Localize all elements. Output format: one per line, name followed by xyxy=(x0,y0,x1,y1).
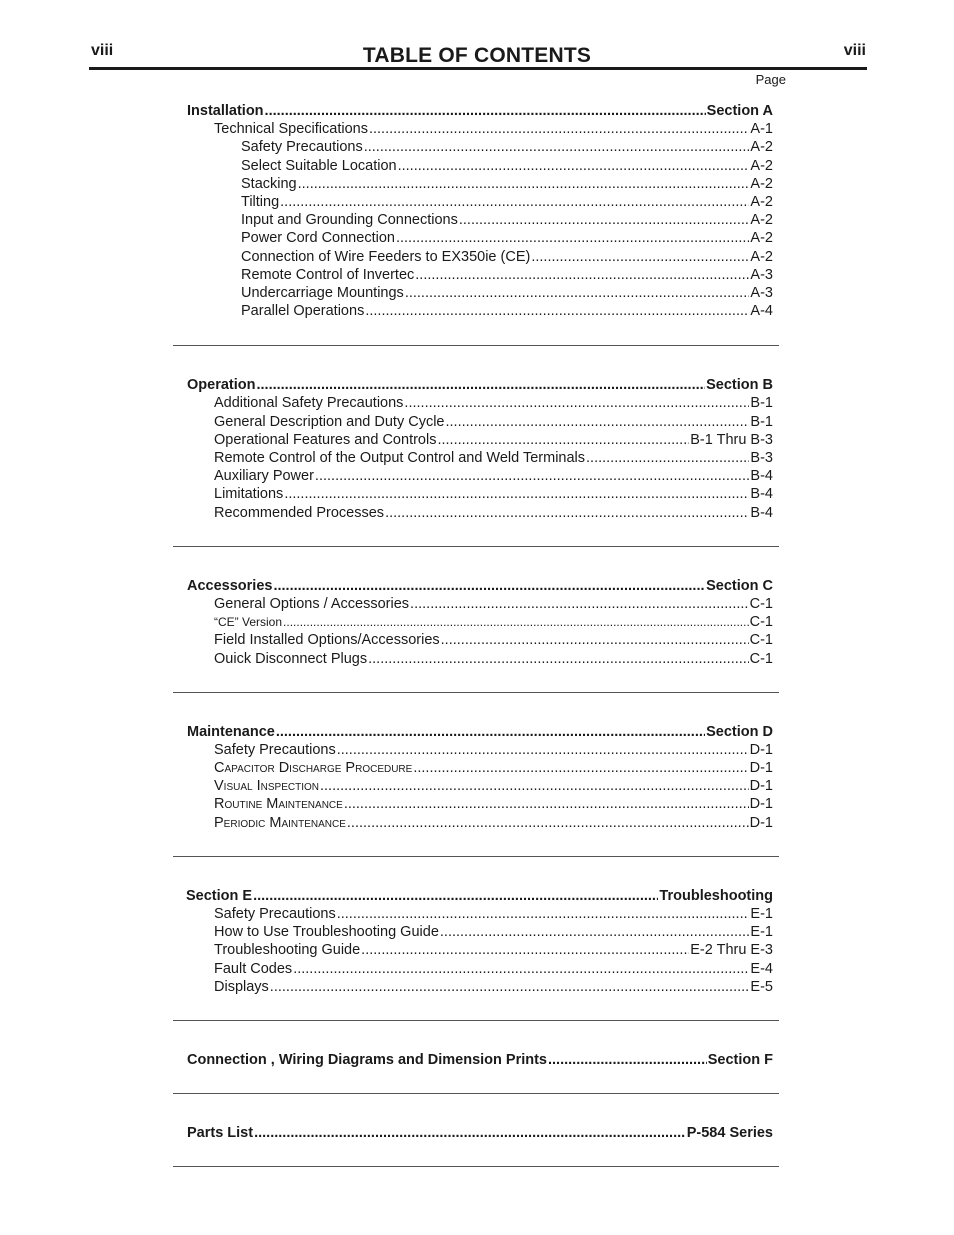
toc-entry-label: Input and Grounding Connections xyxy=(241,212,458,229)
dot-leader xyxy=(531,248,749,266)
toc-entry-label: Additional Safety Precautions xyxy=(214,395,404,412)
toc-entry[interactable] xyxy=(0,229,954,247)
toc-section-parts-list xyxy=(0,1124,954,1167)
dot-leader xyxy=(283,613,749,631)
toc-entry[interactable] xyxy=(0,394,954,412)
toc-entry[interactable] xyxy=(0,814,954,832)
toc-entry[interactable] xyxy=(0,741,954,759)
toc-entry[interactable] xyxy=(0,631,954,649)
toc-entry-page: P-584 Series xyxy=(686,1125,773,1142)
toc-entry-page: A-2 xyxy=(750,139,773,156)
toc-entry-label: Auxiliary Power xyxy=(214,468,314,485)
dot-leader xyxy=(280,193,749,211)
toc-entry[interactable] xyxy=(0,431,954,449)
header-rule xyxy=(89,67,867,70)
toc-entry-label: Stacking xyxy=(241,175,297,192)
toc-entry[interactable] xyxy=(0,941,954,959)
toc-entry[interactable] xyxy=(0,960,954,978)
toc-entry-page: A-2 xyxy=(750,175,773,192)
toc-entry-page: Section F xyxy=(707,1051,773,1068)
toc-entry-page: A-3 xyxy=(750,266,773,283)
toc-entry[interactable] xyxy=(0,157,954,175)
toc-entry-page: A-2 xyxy=(750,248,773,265)
page-title: TABLE OF CONTENTS xyxy=(362,44,592,67)
toc-entry-page: D-1 xyxy=(749,796,773,813)
toc-entry[interactable] xyxy=(0,138,954,156)
dot-leader xyxy=(253,887,658,905)
toc-entry-label: Section E xyxy=(186,887,253,904)
toc-entry-page: Section A xyxy=(706,103,773,119)
section-divider xyxy=(173,1020,779,1021)
toc-entry-page: A-2 xyxy=(750,230,773,247)
toc-entry-label: Safety Precautions xyxy=(214,906,336,922)
toc-entry-label: Connection of Wire Feeders to EX350ie (CE) xyxy=(241,248,531,265)
toc-entry-label: Accessories xyxy=(187,577,273,594)
dot-leader xyxy=(437,431,689,449)
toc-entry[interactable] xyxy=(0,777,954,795)
toc-entry[interactable] xyxy=(0,266,954,284)
dot-leader xyxy=(586,449,749,467)
toc-entry-label: Visual Inspection xyxy=(214,778,319,795)
toc-section-connection-wiring-diagrams-and-dimension-prints xyxy=(0,1051,954,1094)
toc-entry-page: E-1 xyxy=(750,924,773,941)
toc-entry-label: Remote Control of Invertec xyxy=(241,266,415,283)
page-column-label: Page xyxy=(755,72,786,87)
dot-leader xyxy=(254,1124,686,1142)
page-number-right: viii xyxy=(843,42,866,59)
dot-leader xyxy=(347,814,749,832)
toc-entry-label: Safety Precautions xyxy=(241,139,363,156)
toc-entry[interactable] xyxy=(0,302,954,320)
dot-leader xyxy=(337,741,749,759)
toc-entry-page: A-4 xyxy=(750,303,773,320)
toc-section-heading[interactable] xyxy=(0,1124,954,1142)
toc-entry-label: Troubleshooting Guide xyxy=(214,942,361,959)
toc-entry-page: E-2 Thru E-3 xyxy=(690,942,773,959)
section-divider xyxy=(173,1166,779,1167)
dot-leader xyxy=(344,795,749,813)
toc-entry-label: Safety Precautions xyxy=(214,741,336,758)
toc-entry[interactable] xyxy=(0,193,954,211)
dot-leader xyxy=(368,650,749,668)
toc-entry[interactable] xyxy=(0,449,954,467)
toc-entry-page: E-5 xyxy=(750,978,773,995)
toc-entry-page: B-4 xyxy=(750,504,773,521)
toc-entry-page: D-1 xyxy=(749,814,773,831)
toc-entry-page: C-1 xyxy=(749,595,773,612)
toc-entry-label: Select Suitable Location xyxy=(241,157,397,174)
toc-entry[interactable] xyxy=(0,978,954,996)
dot-leader xyxy=(265,102,706,120)
toc-entry-label: Tilting xyxy=(241,193,280,210)
dot-leader xyxy=(361,941,689,959)
section-divider xyxy=(173,345,779,346)
dot-leader xyxy=(256,376,705,394)
toc-entry-label: Parallel Operations xyxy=(241,303,365,320)
toc-entry-label: Periodic Maintenance xyxy=(214,814,346,831)
dot-leader xyxy=(441,631,749,649)
section-divider xyxy=(173,692,779,693)
dot-leader xyxy=(440,923,750,941)
toc-entry-page: B-1 xyxy=(750,395,773,412)
toc-entry-label: Field Installed Options/Accessories xyxy=(214,632,440,649)
toc-entry-page: D-1 xyxy=(749,778,773,795)
section-divider xyxy=(173,1093,779,1094)
toc-entry-page: A-2 xyxy=(750,193,773,210)
dot-leader xyxy=(415,266,749,284)
toc-entry-label: Limitations xyxy=(214,486,284,503)
dot-leader xyxy=(405,284,750,302)
toc-entry-label: Routine Maintenance xyxy=(214,796,343,813)
toc-section-heading[interactable] xyxy=(0,376,954,394)
dot-leader xyxy=(365,302,749,320)
toc-entry-label: Technical Specifications xyxy=(214,121,368,138)
toc-entry-page: C-1 xyxy=(749,614,773,631)
section-divider xyxy=(173,856,779,857)
toc-entry[interactable] xyxy=(0,211,954,229)
toc-entry-page: E-4 xyxy=(750,960,773,977)
dot-leader xyxy=(459,211,750,229)
toc-entry[interactable] xyxy=(0,175,954,193)
toc-section-operation xyxy=(0,376,954,547)
dot-leader xyxy=(410,595,749,613)
toc-entry[interactable] xyxy=(0,650,954,668)
toc-entry[interactable] xyxy=(0,504,954,522)
dot-leader xyxy=(404,394,749,412)
toc-entry-label: General Options / Accessories xyxy=(214,595,410,612)
dot-leader xyxy=(293,960,749,978)
dot-leader xyxy=(446,413,750,431)
toc-entry-page: D-1 xyxy=(749,741,773,758)
dot-leader xyxy=(337,905,750,923)
toc-entry-label: Fault Codes xyxy=(214,960,293,977)
dot-leader xyxy=(413,759,748,777)
toc-section-heading[interactable] xyxy=(0,102,954,120)
toc-entry-page: A-3 xyxy=(750,284,773,301)
toc-entry[interactable] xyxy=(0,595,954,613)
toc-entry-label: Operation xyxy=(187,377,256,394)
toc-entry[interactable] xyxy=(0,795,954,813)
dot-leader xyxy=(396,229,749,247)
toc-entry-label: General Description and Duty Cycle xyxy=(214,413,445,430)
toc-entry-label: Capacitor Discharge Procedure xyxy=(214,760,413,777)
toc-entry-page: B-4 xyxy=(750,486,773,503)
dot-leader xyxy=(284,485,749,503)
toc-entry[interactable] xyxy=(0,120,954,138)
dot-leader xyxy=(548,1051,707,1069)
page-number-left: viii xyxy=(91,42,114,59)
toc-entry-page: B-1 Thru B-3 xyxy=(690,431,773,448)
toc-entry[interactable] xyxy=(0,467,954,485)
toc-entry[interactable] xyxy=(0,248,954,266)
dot-leader xyxy=(315,467,750,485)
toc-entry-page: Section B xyxy=(706,377,773,394)
toc-entry[interactable] xyxy=(0,905,954,923)
toc-section-heading[interactable] xyxy=(0,577,954,595)
toc-entry-page: Troubleshooting xyxy=(659,887,773,904)
toc-entry[interactable] xyxy=(0,485,954,503)
dot-leader xyxy=(270,978,750,996)
toc-entry-label: Displays xyxy=(214,978,269,995)
toc-entry[interactable] xyxy=(0,413,954,431)
toc-entry[interactable] xyxy=(0,613,954,631)
toc-entry[interactable] xyxy=(0,284,954,302)
toc-section-maintenance xyxy=(0,723,954,857)
toc-entry-label: Installation xyxy=(187,103,264,119)
toc-entry-label: Recommended Processes xyxy=(214,504,385,521)
toc-entry[interactable] xyxy=(0,923,954,941)
dot-leader xyxy=(298,175,750,193)
toc-entry-page: A-1 xyxy=(750,121,773,138)
toc-entry-page: D-1 xyxy=(749,760,773,777)
toc-entry-page: B-1 xyxy=(750,413,773,430)
table-of-contents xyxy=(0,102,954,1167)
toc-section-heading[interactable] xyxy=(0,887,954,905)
toc-entry[interactable] xyxy=(0,759,954,777)
toc-entry-page: A-2 xyxy=(750,157,773,174)
toc-entry-label: Maintenance xyxy=(187,723,275,740)
dot-leader xyxy=(320,777,749,795)
toc-entry-page: A-2 xyxy=(750,212,773,229)
toc-entry-page: E-1 xyxy=(750,906,773,922)
dot-leader xyxy=(369,120,749,138)
toc-entry-label: Ouick Disconnect Plugs xyxy=(214,650,368,667)
toc-section-heading[interactable] xyxy=(0,723,954,741)
toc-entry-label: Remote Control of the Output Control and Weld Terminals xyxy=(214,450,586,466)
section-divider xyxy=(173,546,779,547)
toc-entry-page: Section D xyxy=(706,723,773,740)
toc-section-accessories xyxy=(0,577,954,693)
toc-entry-page: B-4 xyxy=(750,468,773,485)
toc-entry-label: Connection , Wiring Diagrams and Dimension Prints xyxy=(187,1051,547,1068)
toc-entry-label: How to Use Troubleshooting Guide xyxy=(214,924,439,941)
dot-leader xyxy=(276,723,705,741)
toc-entry-page: C-1 xyxy=(749,632,773,649)
dot-leader xyxy=(364,138,750,156)
toc-section-heading[interactable] xyxy=(0,1051,954,1069)
dot-leader xyxy=(385,504,749,522)
toc-entry-page: Section C xyxy=(706,577,773,594)
toc-section-section-e xyxy=(0,887,954,1021)
toc-entry-page: C-1 xyxy=(749,650,773,667)
toc-entry-page: B-3 xyxy=(750,450,773,466)
toc-entry-label: Power Cord Connection xyxy=(241,230,395,247)
toc-section-installation xyxy=(0,102,954,346)
toc-entry-label: Operational Features and Controls xyxy=(214,431,437,448)
toc-entry-label: Parts List xyxy=(187,1125,254,1142)
dot-leader xyxy=(398,157,750,175)
toc-entry-label: Undercarriage Mountings xyxy=(241,284,404,301)
dot-leader xyxy=(273,577,705,595)
toc-entry-label: “CE” Version xyxy=(214,615,283,630)
